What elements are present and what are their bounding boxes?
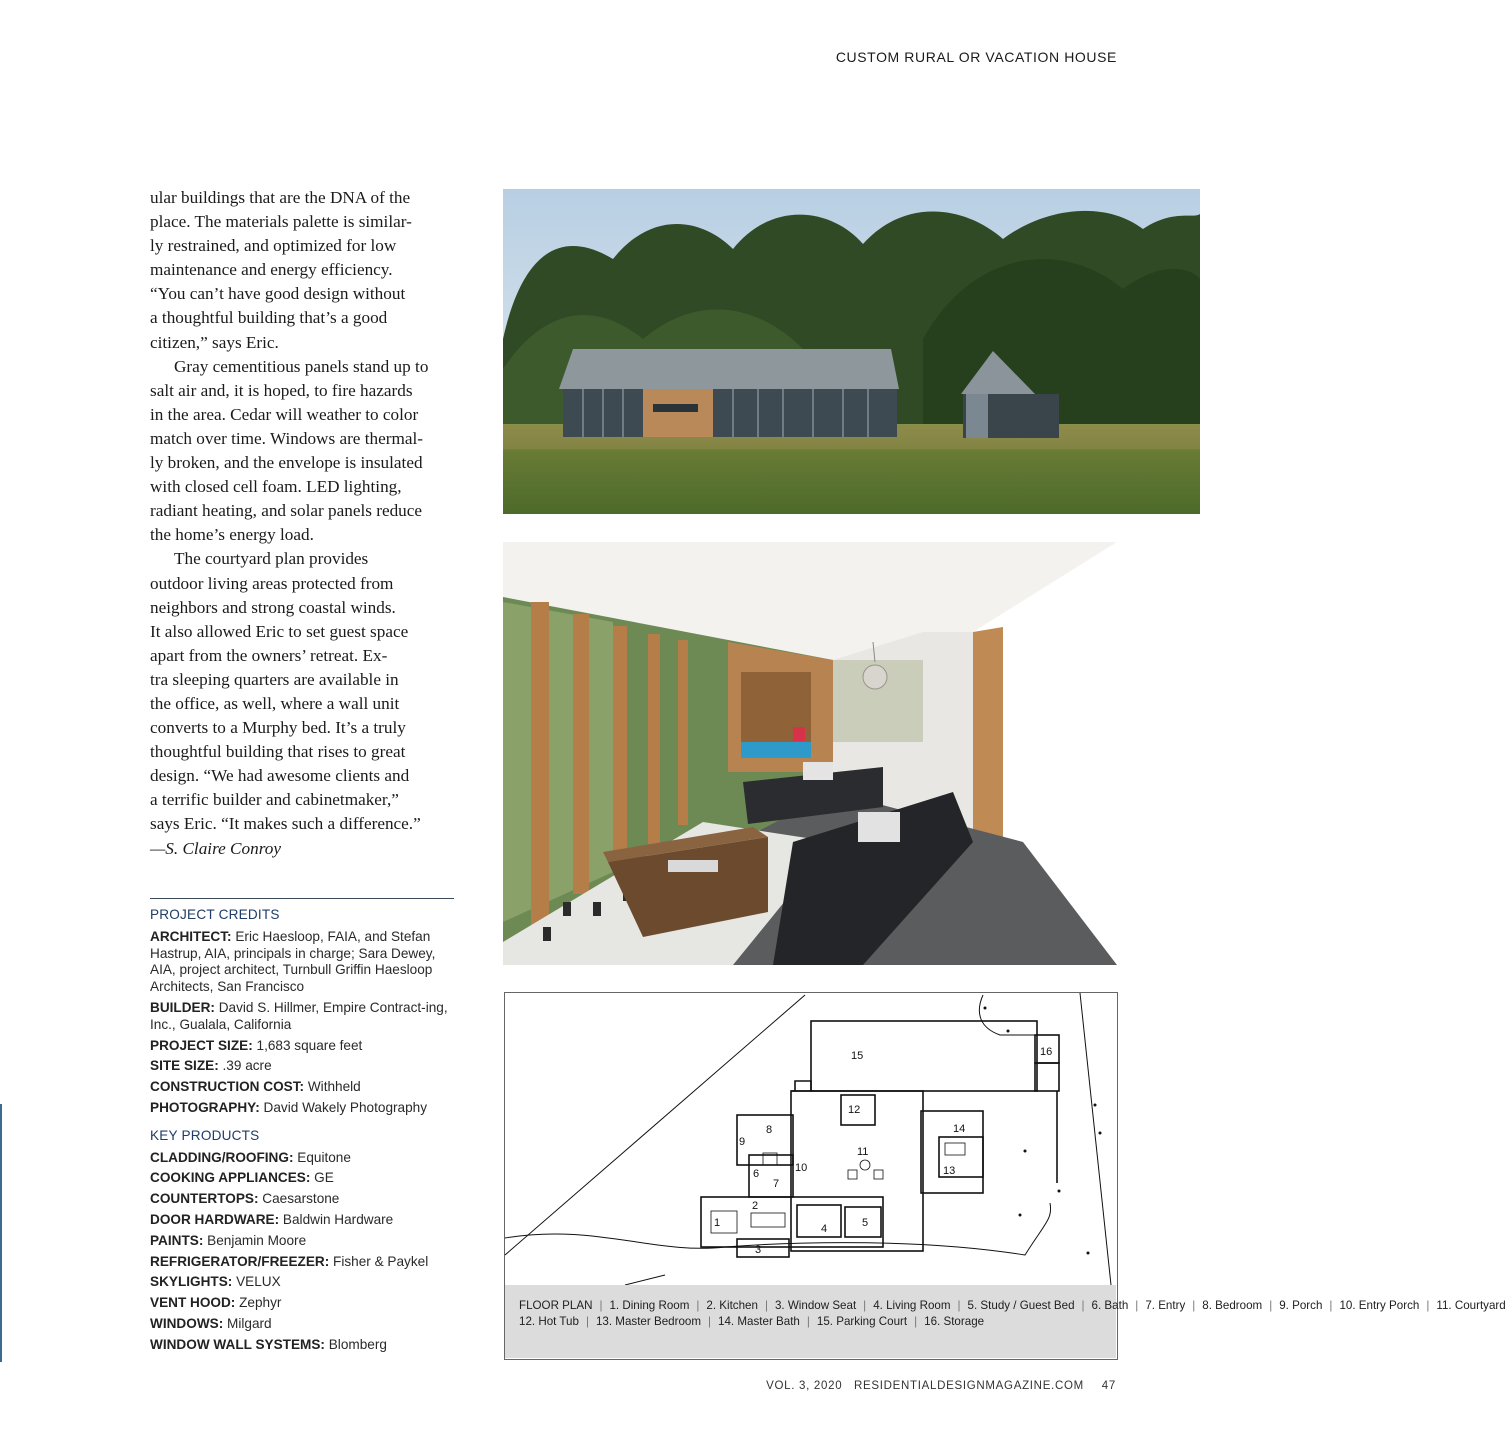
- article-line: with closed cell foam. LED lighting,: [150, 477, 402, 497]
- product-entry: [150, 1212, 460, 1229]
- article-line: match over time. Windows are thermal-: [150, 428, 423, 448]
- legend-item: 16. Storage: [924, 1315, 985, 1328]
- credit-label: ARCHITECT:: [150, 928, 232, 944]
- credit-value: 1,683 square feet: [256, 1037, 363, 1053]
- legend-item: 4. Living Room: [873, 1299, 951, 1312]
- article-line: ly restrained, and optimized for low: [150, 236, 397, 256]
- article-line: thoughtful building that rises to great: [150, 742, 406, 762]
- credit-value: David Wakely Photography: [263, 1099, 428, 1115]
- article-line: maintenance and energy efficiency.: [150, 260, 393, 280]
- credits-heading: PROJECT CREDITS: [150, 907, 280, 922]
- product-entry: [150, 1274, 460, 1291]
- article-line: the home’s energy load.: [150, 525, 314, 545]
- product-label: COOKING APPLIANCES:: [150, 1170, 311, 1186]
- credit-entry: [150, 929, 460, 996]
- article-line: “You can’t have good design without: [150, 284, 406, 304]
- credit-label: PHOTOGRAPHY:: [150, 1099, 260, 1115]
- room-number: 6: [753, 1168, 760, 1180]
- product-entry: [150, 1316, 460, 1333]
- article-line: design. “We had awesome clients and: [150, 766, 410, 786]
- room-number: 11: [857, 1146, 869, 1158]
- exterior-photo: [503, 189, 1200, 514]
- article-line: ular buildings that are the DNA of the: [150, 188, 411, 207]
- article-line: in the area. Cedar will weather to color: [150, 404, 419, 424]
- legend-item: 10. Entry Porch: [1339, 1299, 1420, 1312]
- product-label: SKYLIGHTS:: [150, 1274, 233, 1290]
- article-line: citizen,” says Eric.: [150, 332, 279, 352]
- article-line: the office, as well, where a wall unit: [150, 693, 400, 713]
- legend-item: 13. Master Bedroom: [595, 1315, 702, 1328]
- product-value: VELUX: [236, 1274, 281, 1290]
- credit-label: CONSTRUCTION COST:: [150, 1079, 305, 1095]
- article-line: It also allowed Eric to set guest space: [150, 621, 409, 641]
- room-number: 7: [773, 1178, 780, 1190]
- legend-title: FLOOR PLAN: [519, 1299, 593, 1312]
- credit-value: Eric Haesloop, FAIA, and Stefan Hastrup, AIA, principals in charge; Sara Dewey, AIA, project architect, Turnbull Griffin Haesloop Architects, San Francisco: [150, 928, 436, 995]
- legend-item: 11. Courtyard: [1436, 1299, 1506, 1312]
- credit-entry: [150, 1038, 460, 1055]
- article-line: place. The materials palette is similar-: [150, 212, 412, 232]
- legend-item: 5. Study / Guest Bed: [967, 1299, 1075, 1312]
- legend-item: 7. Entry: [1145, 1299, 1186, 1312]
- product-value: Blomberg: [328, 1336, 387, 1352]
- room-number: 1: [714, 1217, 721, 1229]
- product-label: WINDOW WALL SYSTEMS:: [150, 1336, 325, 1352]
- article-line: converts to a Murphy bed. It’s a truly: [150, 718, 406, 738]
- article-line: radiant heating, and solar panels reduce: [150, 501, 423, 521]
- article-line: a terrific builder and cabinetmaker,”: [150, 790, 399, 810]
- article-line: apart from the owners’ retreat. Ex-: [150, 645, 388, 665]
- room-number: 9: [739, 1136, 746, 1148]
- legend-item: 6. Bath: [1091, 1299, 1129, 1312]
- article-line: Gray cementitious panels stand up to: [174, 356, 429, 376]
- product-entry: [150, 1233, 460, 1250]
- product-label: WINDOWS:: [150, 1315, 224, 1331]
- page-edge-mark: [0, 1104, 2, 1362]
- product-value: Fisher & Paykel: [333, 1253, 429, 1269]
- legend-item: 9. Porch: [1279, 1299, 1323, 1312]
- products-heading: KEY PRODUCTS: [150, 1127, 260, 1143]
- legend-item: 8. Bedroom: [1202, 1299, 1263, 1312]
- product-label: VENT HOOD:: [150, 1295, 236, 1311]
- interior-photo-illustration: [503, 542, 1117, 965]
- article-line: salt air and, it is hoped, to fire hazards: [150, 380, 413, 400]
- credit-label: SITE SIZE:: [150, 1058, 219, 1074]
- legend-item: 14. Master Bath: [718, 1315, 800, 1328]
- legend-item: 2. Kitchen: [706, 1299, 758, 1312]
- byline: —S. Claire Conroy: [150, 838, 281, 858]
- article-line: The courtyard plan provides: [174, 549, 369, 569]
- legend-item: 3. Window Seat: [774, 1299, 857, 1312]
- section-label: CUSTOM RURAL OR VACATION HOUSE: [835, 49, 1117, 65]
- room-number: 3: [755, 1244, 762, 1256]
- product-label: PAINTS:: [150, 1232, 204, 1248]
- product-value: Caesarstone: [262, 1191, 340, 1207]
- product-entry: [150, 1254, 460, 1271]
- article-line: neighbors and strong coastal winds.: [150, 597, 396, 617]
- legend-item: 1. Dining Room: [609, 1299, 690, 1312]
- floor-plan-legend: FLOOR PLAN | 1. Dining Room | 2. Kitchen | 3. Window Seat | 4. Living Room | 5. Study / Guest Bed | 6. Bath | 7. Entry | 8. Bedroom | 9. Porch | 10. Entry Porch | 11. Courtyard 12. Hot Tub | 13. Master Bedroom | 14. Master Bath | 15. Parking Court | 16. Storage: [505, 1285, 1116, 1358]
- room-number: 8: [766, 1124, 773, 1136]
- floor-plan-drawing: [505, 993, 1117, 1285]
- product-entry: [150, 1191, 460, 1208]
- room-number: 5: [862, 1217, 869, 1229]
- article-body: [150, 186, 460, 861]
- room-number: 4: [821, 1223, 828, 1235]
- legend-item: 15. Parking Court: [816, 1315, 908, 1328]
- product-value: Benjamin Moore: [207, 1232, 307, 1248]
- credit-entry: [150, 1000, 460, 1034]
- product-value: GE: [314, 1170, 334, 1186]
- interior-photo: [503, 542, 1117, 965]
- article-line: tra sleeping quarters are available in: [150, 669, 399, 689]
- product-label: CLADDING/ROOFING:: [150, 1149, 294, 1165]
- credit-entry: [150, 1100, 460, 1117]
- article-line: a thoughtful building that’s a good: [150, 308, 388, 328]
- product-label: COUNTERTOPS:: [150, 1191, 259, 1207]
- article-line: says Eric. “It makes such a difference.”: [150, 814, 421, 834]
- product-value: Milgard: [227, 1315, 272, 1331]
- article-line: ly broken, and the envelope is insulated: [150, 453, 423, 473]
- page-footer: [766, 1380, 1116, 1392]
- legend-item: 12. Hot Tub: [519, 1315, 579, 1328]
- product-label: DOOR HARDWARE:: [150, 1211, 280, 1227]
- product-entry: [150, 1150, 460, 1167]
- credits-divider: [150, 898, 454, 899]
- credit-label: PROJECT SIZE:: [150, 1037, 253, 1053]
- room-number: 2: [752, 1200, 759, 1212]
- product-entry: [150, 1337, 460, 1354]
- product-entry: [150, 1170, 460, 1187]
- page-number: 47: [1101, 1380, 1116, 1392]
- room-number: 13: [943, 1165, 956, 1177]
- room-number: 12: [848, 1104, 861, 1116]
- room-number: 15: [851, 1050, 864, 1062]
- product-label: REFRIGERATOR/FREEZER:: [150, 1253, 330, 1269]
- footer-issue: VOL. 3, 2020: [766, 1380, 843, 1392]
- credits-panel: [150, 906, 460, 1358]
- room-number: 16: [1040, 1046, 1053, 1058]
- credit-label: BUILDER:: [150, 999, 215, 1015]
- product-value: Equitone: [297, 1149, 351, 1165]
- footer-site: RESIDENTIALDESIGNMAGAZINE.COM: [854, 1380, 1084, 1392]
- credit-value: .39 acre: [222, 1058, 272, 1074]
- exterior-photo-illustration: [503, 189, 1200, 514]
- article-line: outdoor living areas protected from: [150, 573, 394, 593]
- product-value: Zephyr: [239, 1295, 282, 1311]
- credit-entry: [150, 1079, 460, 1096]
- credit-entry: [150, 1058, 460, 1075]
- room-number: 10: [795, 1162, 808, 1174]
- product-value: Baldwin Hardware: [282, 1211, 394, 1227]
- product-entry: [150, 1295, 460, 1312]
- credit-value: Withheld: [307, 1079, 361, 1095]
- room-number: 14: [953, 1123, 966, 1135]
- credit-value: David S. Hillmer, Empire Contract-ing, Inc., Gualala, California: [150, 999, 448, 1032]
